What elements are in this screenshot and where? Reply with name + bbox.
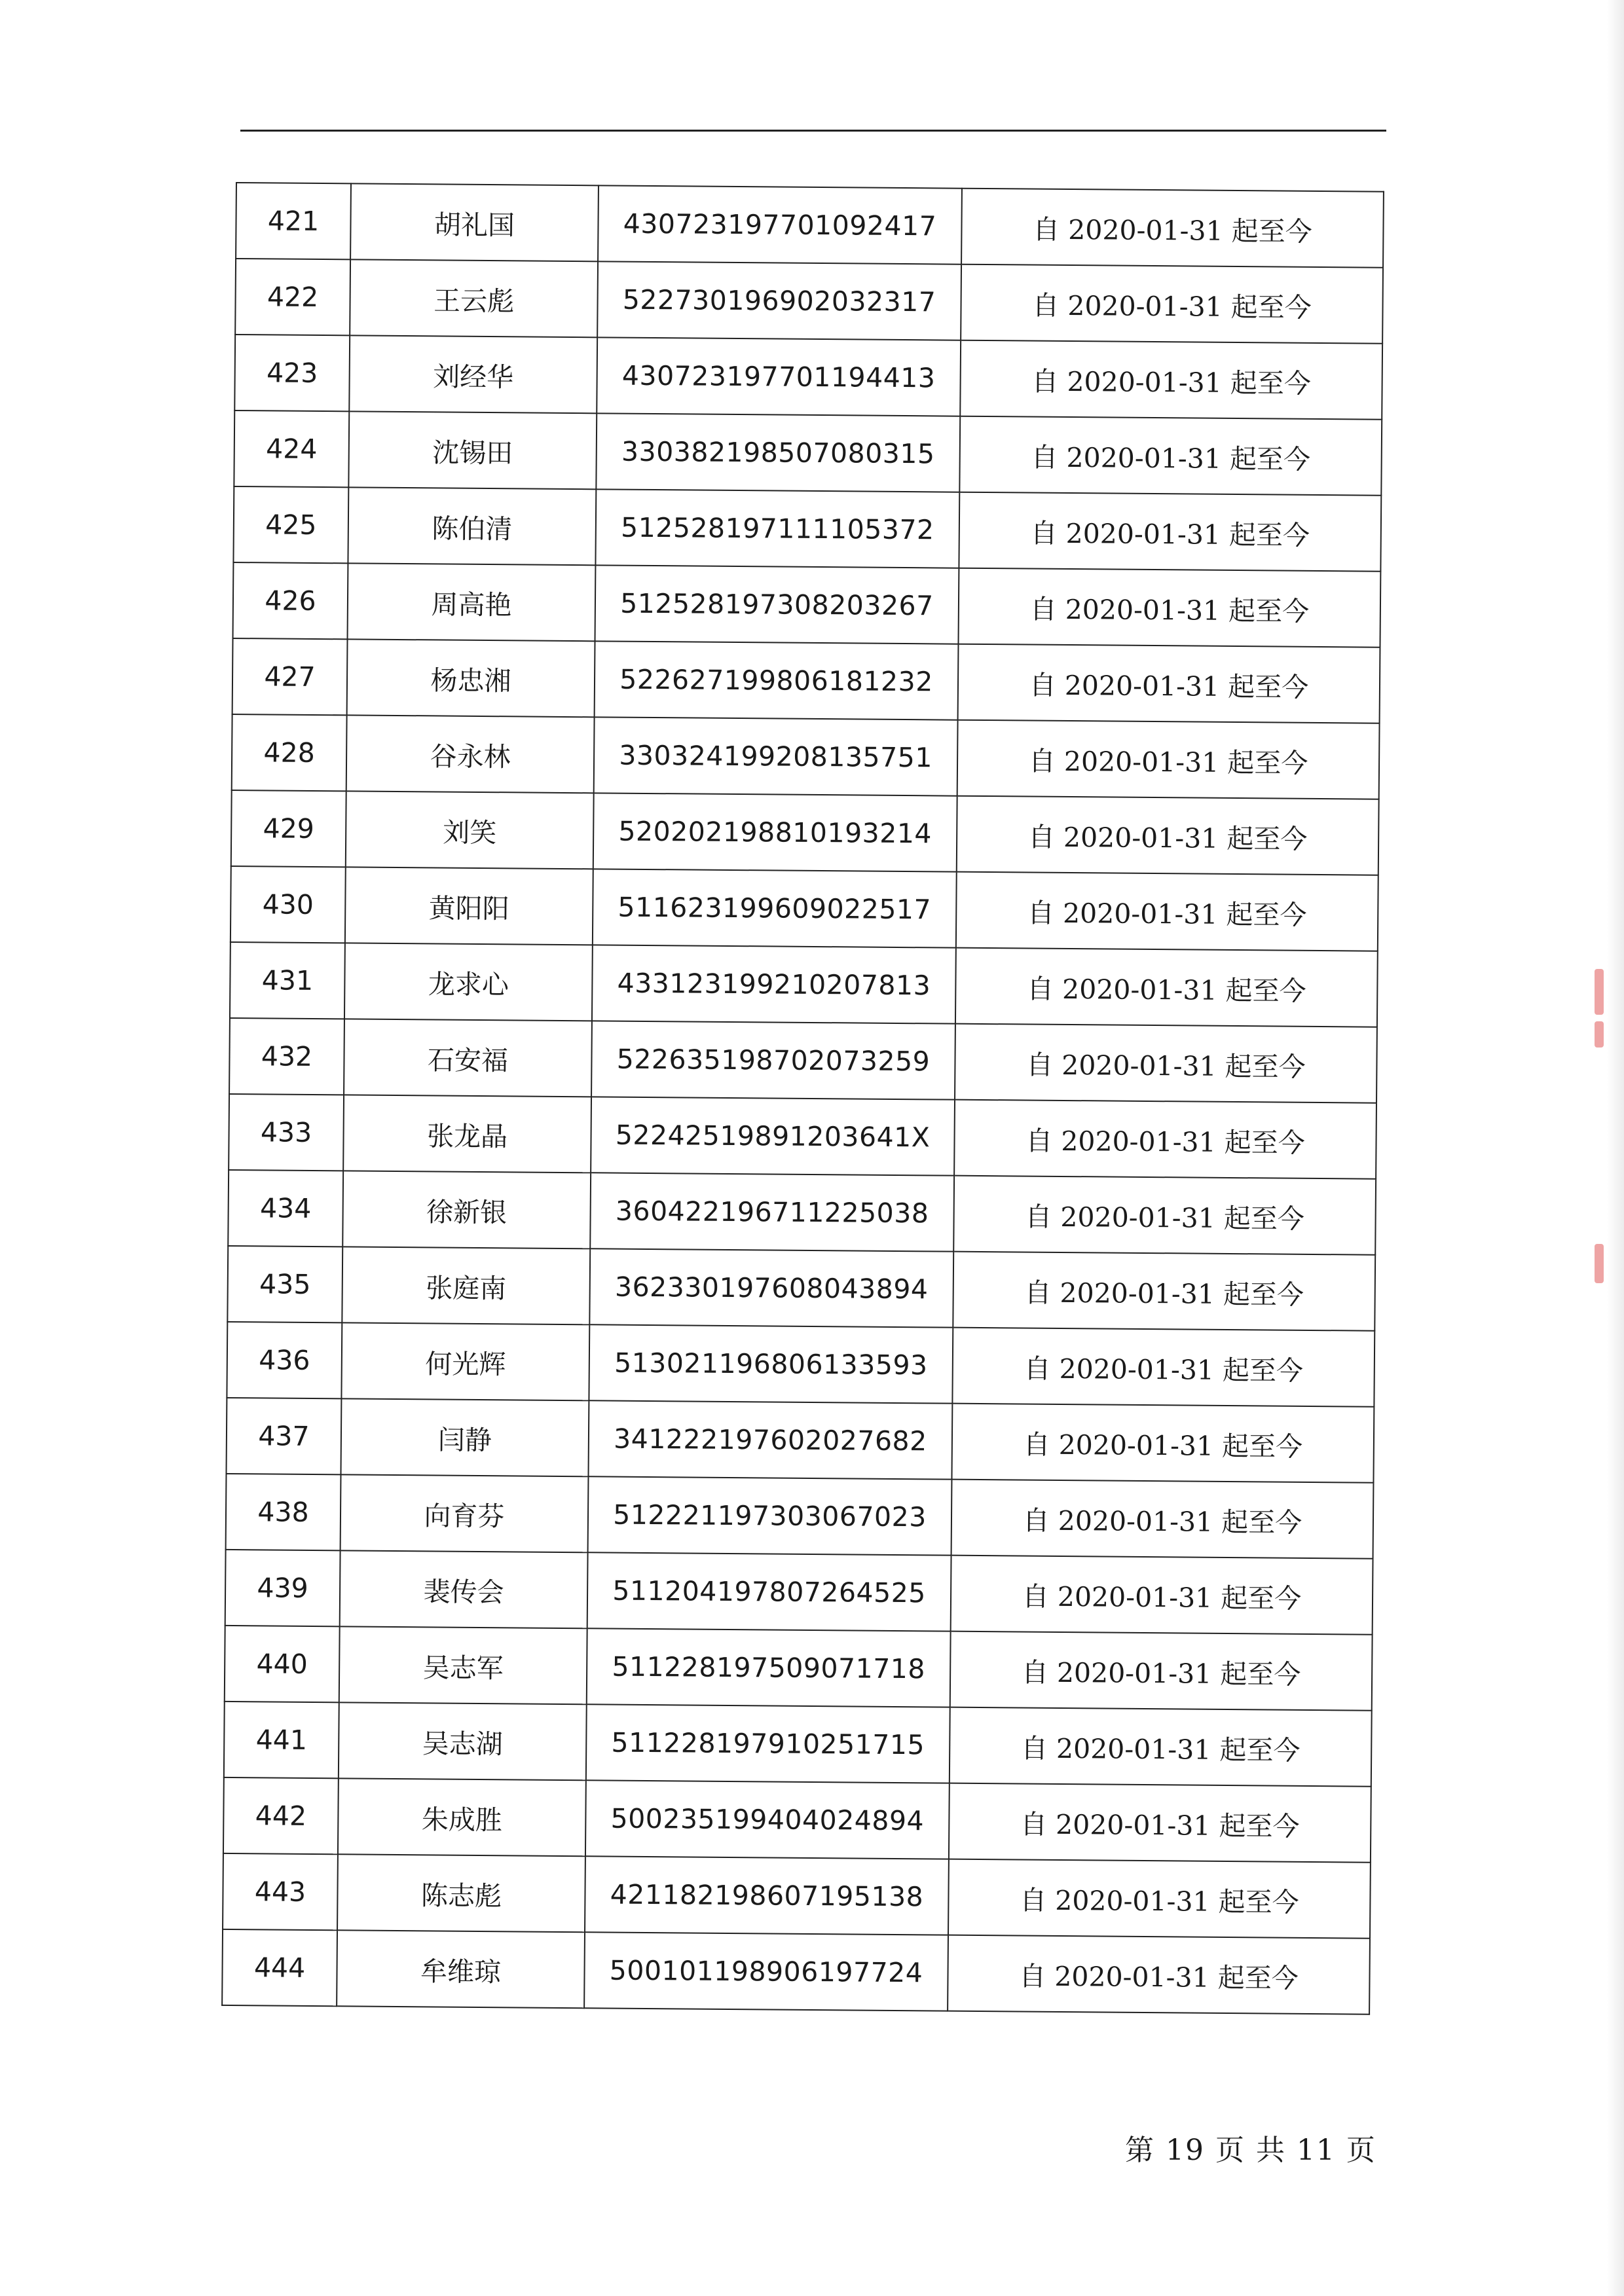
- person-name: 何光辉: [341, 1322, 589, 1400]
- effective-period: 自 2020-01-31 起至今: [950, 1631, 1373, 1711]
- effective-period: 自 2020-01-31 起至今: [957, 796, 1379, 875]
- id-number: 512528197308203267: [595, 565, 959, 644]
- table-row: [229, 1094, 1376, 1179]
- row-number: 439: [225, 1550, 341, 1626]
- person-name: 龙求心: [344, 943, 593, 1021]
- id-number: 52242519891203641X: [591, 1097, 955, 1175]
- row-number: 435: [227, 1246, 342, 1322]
- person-name: 杨忠湘: [347, 639, 595, 717]
- seal-fragment-mark: [1595, 969, 1604, 1015]
- scan-edge-shadow: [1607, 0, 1624, 2296]
- effective-period: 自 2020-01-31 起至今: [961, 189, 1384, 268]
- person-name: 刘经华: [349, 335, 597, 413]
- effective-period: 自 2020-01-31 起至今: [957, 720, 1380, 799]
- table-row: [230, 942, 1378, 1027]
- effective-period: 自 2020-01-31 起至今: [960, 340, 1382, 420]
- person-name: 沈锡田: [348, 411, 597, 489]
- page-number: 第 19 页 共 11 页: [1125, 2134, 1376, 2167]
- id-number: 511623199609022517: [593, 869, 957, 947]
- table-row: [234, 335, 1382, 420]
- effective-period: 自 2020-01-31 起至今: [958, 644, 1380, 723]
- row-number: 441: [224, 1702, 339, 1778]
- effective-period: 自 2020-01-31 起至今: [948, 1935, 1370, 2014]
- row-number: 430: [231, 866, 346, 943]
- effective-period: 自 2020-01-31 起至今: [959, 416, 1382, 496]
- row-number: 438: [226, 1474, 341, 1550]
- id-number: 511228197910251715: [586, 1704, 950, 1783]
- person-name: 陈志彪: [337, 1854, 585, 1932]
- id-number: 341222197602027682: [588, 1400, 952, 1479]
- person-name: 张庭南: [342, 1247, 590, 1324]
- table-row: [231, 866, 1378, 951]
- person-name: 吴志湖: [339, 1702, 587, 1780]
- table-row: [228, 1170, 1376, 1255]
- person-name: 吴志军: [339, 1626, 587, 1704]
- row-number: 429: [231, 790, 346, 867]
- row-number: 425: [233, 486, 348, 563]
- id-number: 522730196902032317: [597, 261, 961, 340]
- id-number: 520202198810193214: [593, 793, 957, 871]
- id-number: 330324199208135751: [594, 717, 958, 795]
- person-name: 朱成胜: [338, 1778, 586, 1856]
- id-number: 421182198607195138: [585, 1856, 949, 1935]
- id-number: 430723197701194413: [597, 337, 961, 416]
- id-number: 513021196806133593: [589, 1324, 953, 1403]
- effective-period: 自 2020-01-31 起至今: [961, 264, 1383, 344]
- row-number: 423: [234, 335, 350, 411]
- person-name: 张龙晶: [343, 1095, 591, 1173]
- id-number: 360422196711225038: [590, 1173, 954, 1251]
- id-number: 512221197303067023: [588, 1476, 952, 1555]
- effective-period: 自 2020-01-31 起至今: [954, 1100, 1376, 1179]
- table-row: [222, 1929, 1370, 2014]
- header-rule: [240, 130, 1386, 132]
- person-name: 胡礼国: [350, 183, 599, 261]
- effective-period: 自 2020-01-31 起至今: [955, 1024, 1377, 1103]
- row-number: 424: [234, 410, 349, 487]
- records-table-body: [222, 183, 1384, 2014]
- table-row: [232, 714, 1380, 799]
- effective-period: 自 2020-01-31 起至今: [948, 1859, 1371, 1939]
- id-number: 362330197608043894: [589, 1248, 953, 1327]
- table-row: [231, 790, 1379, 875]
- person-name: 裴传会: [340, 1550, 588, 1628]
- table-row: [226, 1474, 1374, 1559]
- row-number: 437: [227, 1398, 342, 1474]
- records-table: [221, 182, 1384, 2015]
- table-row: [225, 1626, 1373, 1711]
- table-row: [227, 1246, 1375, 1331]
- effective-period: 自 2020-01-31 起至今: [953, 1176, 1376, 1255]
- row-number: 431: [230, 942, 345, 1019]
- row-number: 436: [227, 1322, 342, 1398]
- id-number: 430723197701092417: [598, 185, 962, 264]
- person-name: 周高艳: [348, 563, 596, 641]
- table-row: [227, 1398, 1375, 1483]
- row-number: 427: [232, 638, 348, 715]
- id-number: 522635198702073259: [591, 1021, 955, 1099]
- id-number: 500235199404024894: [585, 1780, 950, 1859]
- effective-period: 自 2020-01-31 起至今: [958, 568, 1380, 647]
- id-number: 511204197807264525: [587, 1552, 951, 1631]
- person-name: 向育芬: [341, 1474, 589, 1552]
- effective-period: 自 2020-01-31 起至今: [949, 1783, 1371, 1863]
- person-name: 谷永林: [346, 715, 595, 793]
- table-row: [235, 259, 1383, 344]
- table-row: [225, 1550, 1373, 1635]
- effective-period: 自 2020-01-31 起至今: [959, 492, 1381, 572]
- table-row: [233, 486, 1381, 572]
- id-number: 522627199806181232: [595, 641, 959, 720]
- table-row: [224, 1702, 1372, 1787]
- table-row: [233, 562, 1381, 647]
- person-name: 牟维琼: [337, 1930, 585, 2008]
- row-number: 426: [233, 562, 348, 639]
- person-name: 石安福: [344, 1019, 592, 1097]
- effective-period: 自 2020-01-31 起至今: [952, 1328, 1375, 1407]
- table-row: [236, 183, 1384, 268]
- person-name: 黄阳阳: [345, 867, 593, 945]
- row-number: 433: [229, 1094, 344, 1171]
- row-number: 440: [225, 1626, 340, 1702]
- effective-period: 自 2020-01-31 起至今: [956, 872, 1378, 951]
- row-number: 434: [228, 1170, 343, 1247]
- table-row: [227, 1322, 1375, 1407]
- effective-period: 自 2020-01-31 起至今: [955, 948, 1378, 1027]
- id-number: 512528197111105372: [595, 489, 959, 568]
- effective-period: 自 2020-01-31 起至今: [951, 1556, 1373, 1635]
- person-name: 陈伯清: [348, 487, 596, 565]
- row-number: 442: [223, 1777, 339, 1854]
- effective-period: 自 2020-01-31 起至今: [951, 1480, 1374, 1559]
- effective-period: 自 2020-01-31 起至今: [953, 1252, 1375, 1331]
- table-row: [229, 1018, 1377, 1103]
- id-number: 500101198906197724: [584, 1932, 948, 2011]
- row-number: 432: [229, 1018, 344, 1095]
- table-row: [223, 1853, 1371, 1939]
- seal-fragment-mark: [1595, 1021, 1604, 1048]
- effective-period: 自 2020-01-31 起至今: [950, 1707, 1372, 1787]
- person-name: 徐新银: [342, 1171, 591, 1248]
- id-number: 511228197509071718: [587, 1628, 951, 1707]
- seal-fragment-mark: [1595, 1244, 1604, 1283]
- row-number: 428: [232, 714, 347, 791]
- row-number: 444: [222, 1929, 337, 2006]
- person-name: 闫静: [341, 1398, 589, 1476]
- table-row: [223, 1777, 1371, 1863]
- row-number: 443: [223, 1853, 338, 1930]
- table-row: [234, 410, 1382, 496]
- id-number: 433123199210207813: [592, 945, 956, 1023]
- row-number: 421: [236, 183, 351, 259]
- row-number: 422: [235, 259, 350, 335]
- person-name: 刘笑: [346, 791, 594, 869]
- id-number: 330382198507080315: [596, 413, 960, 492]
- table-row: [232, 638, 1380, 723]
- effective-period: 自 2020-01-31 起至今: [951, 1404, 1374, 1483]
- person-name: 王云彪: [350, 259, 598, 337]
